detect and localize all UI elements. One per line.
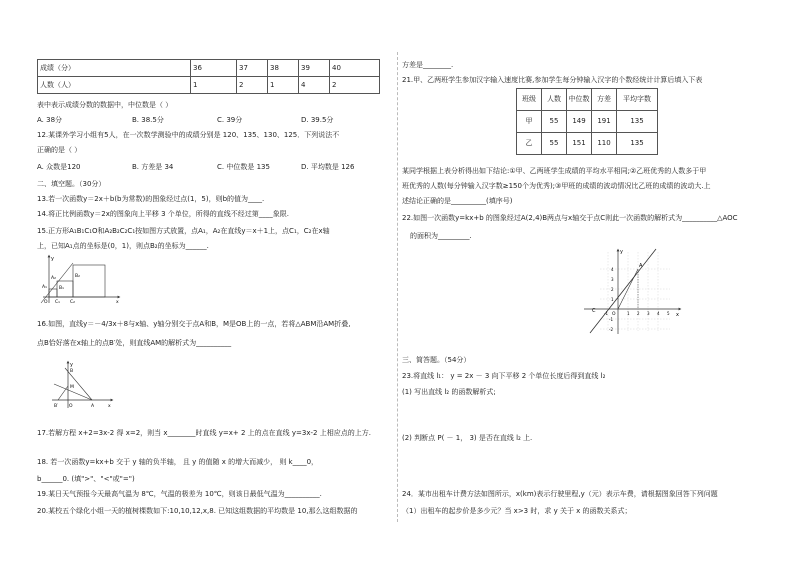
fig-label: O [44, 300, 48, 305]
table-cell: 55 [542, 133, 567, 155]
q12-option-b: B. 方差是 34 [132, 163, 174, 171]
stats-table [516, 88, 658, 155]
section-2-heading: 二、填空题。（30分） [37, 180, 106, 188]
q12-line2: 正确的是（ ） [37, 146, 82, 154]
figure-q15 [37, 253, 122, 305]
fig-label: C [592, 308, 596, 314]
q23-line1: 23.将直线 l₁： y = 2x － 3 向下平移 2 个单位长度后得到直线 l₂ [402, 372, 606, 380]
q15-line1: 15.正方形A₁B₁C₁O和A₂B₂C₂C₁按如图方式放置，点A₁，A₂在直线y＝x＋1上，点C₁，C₂在x轴 [37, 227, 330, 235]
q14: 14.将正比例函数y＝2x的图象向上平移 3 个单位，所得的直线不经过第____象限. [37, 210, 289, 218]
tick-label: 3 [611, 277, 614, 282]
column-divider [397, 52, 398, 522]
tick-label: 4 [657, 311, 660, 316]
square-1 [49, 289, 57, 297]
fig-label: A₁ [42, 285, 47, 290]
table-header-cell: 方差 [592, 89, 617, 111]
table-cell: 1 [191, 77, 237, 94]
q21-line2: 某同学根据上表分析得出如下结论:①甲、乙两班学生成绩的平均水平相同;②乙班优秀的人数多于甲 [402, 167, 707, 175]
table-cell: 乙 [517, 133, 542, 155]
q18-line1: 18. 若一次函数y=kx+b 交于 y 轴的负半轴， 且 y 的值随 x 的增大而减少， 则 k____0， [37, 458, 319, 466]
fig-label: y [70, 362, 73, 368]
table-row [38, 77, 380, 94]
table-cell: 36 [191, 60, 237, 77]
table-header-cell: 中位数 [567, 89, 592, 111]
fig-label: y [620, 249, 623, 255]
table-cell: 成绩（分） [38, 60, 191, 77]
tick-label: 3 [647, 311, 650, 316]
table-cell: 55 [542, 111, 567, 133]
tick-label: -1 [609, 317, 613, 322]
q21-line4: 述结论正确的是__________(填序号) [402, 197, 513, 205]
fig-label: A [639, 263, 643, 269]
table-header-cell: 班级 [517, 89, 542, 111]
q12-option-d: D. 平均数是 126 [301, 163, 355, 171]
fig-label: M [70, 385, 74, 390]
fig-label: x [116, 300, 119, 305]
tick-label: 5 [667, 311, 670, 316]
table-cell: 38 [268, 60, 299, 77]
table-cell: 40 [330, 60, 380, 77]
q12-option-c: C. 中位数是 135 [217, 163, 270, 171]
table-cell: 135 [617, 133, 658, 155]
q11-option-b: B. 38.5分 [132, 116, 164, 124]
section-3-heading: 三、简答题。（54分） [402, 356, 471, 364]
table-row [517, 111, 658, 133]
table-row [517, 133, 658, 155]
tick-label: 2 [611, 287, 614, 292]
table-cell: 2 [237, 77, 268, 94]
table-cell: 37 [237, 60, 268, 77]
q17: 17.若解方程 x+2=3x-2 得 x=2，则当 x________时直线 y=x+ 2 上的点在直线 y=3x-2 上相应点的上方. [37, 429, 371, 437]
q19: 19.某日天气预报今天最高气温为 8℃，气温的极差为 10℃，则该日最低气温为__________. [37, 490, 322, 498]
fig-label: x [108, 404, 111, 409]
table-header-cell: 平均字数 [617, 89, 658, 111]
q22-line2: 的面积为_________. [410, 232, 472, 240]
q12-option-a: A. 众数是120 [37, 163, 81, 171]
q23-part2: (2) 判断点 P( － 1， 3) 是否在直线 l₂ 上. [402, 434, 533, 442]
table-row [517, 89, 658, 111]
tick-label: 1 [627, 311, 630, 316]
table-cell: 135 [617, 111, 658, 133]
fig-label: C₁ [55, 300, 60, 305]
q23-part1: (1) 写出直线 l₂ 的函数解析式; [402, 388, 496, 396]
q11-option-c: C. 39分 [217, 116, 243, 124]
q20-tail: 方差是________. [402, 61, 454, 69]
table-cell: 甲 [517, 111, 542, 133]
q20: 20.某校五个绿化小组一天的植树棵数如下:10,10,12,x,8. 已知这组数据的平均数是 10,那么这组数据的 [37, 507, 358, 515]
table-cell: 人数（人） [38, 77, 191, 94]
fig-label: O [69, 404, 73, 409]
fig-label: A₂ [51, 276, 56, 281]
q22-line1: 22.如图一次函数y=kx+b 的图象经过A(2,4)B两点与x轴交于点C则此一次函数的解析式为__________△AOC [402, 214, 738, 222]
table-cell: 4 [299, 77, 330, 94]
table-cell: 151 [567, 133, 592, 155]
q13: 13.若一次函数y＝2x＋b(b为常数)的图象经过点(1，5)，则b的值为____. [37, 195, 265, 203]
table-header-cell: 人数 [542, 89, 567, 111]
q16-line1: 16.如图，直线y＝－4/3x＋8与x轴、y轴分别交于点A和B，M是OB上的一点，若将△ABM沿AM折叠, [37, 320, 351, 328]
q21-line1: 21.甲、乙两班学生参加汉字输入速度比赛,参加学生每分钟输入汉字的个数经统计计算后填入下表 [402, 76, 703, 84]
table-cell: 1 [268, 77, 299, 94]
fig-label: x [676, 312, 679, 318]
table-cell: 110 [592, 133, 617, 155]
figure-q16 [50, 360, 115, 410]
q24-part1: （1）出租车的起步价是多少元？当 x>3 时，求 y 关于 x 的函数关系式； [402, 507, 632, 515]
q16-line2: 点B恰好落在x轴上的点B′处，则直线AM的解析式为__________ [37, 339, 232, 347]
table-cell: 149 [567, 111, 592, 133]
q18-line2: b______0. (填">"、"<"或"=") [37, 475, 135, 483]
tick-label: 2 [637, 311, 640, 316]
square-3 [73, 265, 105, 297]
tick-label: 1 [611, 297, 614, 302]
fig-label: B₁ [59, 286, 64, 291]
table-row [38, 60, 380, 77]
q24-line1: 24．某市出租车计费方法如图所示，x(km)表示行驶里程,y（元）表示车费，请根据图象回答下列问题 [402, 490, 718, 498]
line-kx-b [590, 249, 656, 333]
fig-label: B [70, 369, 74, 374]
table-cell: 2 [330, 77, 380, 94]
fig-label: y [51, 256, 54, 262]
figure-q22 [580, 246, 685, 338]
score-table [37, 59, 380, 94]
tick-label: -1 [604, 311, 608, 316]
table-cell: 191 [592, 111, 617, 133]
fig-label: B′ [54, 404, 59, 409]
table-cell: 39 [299, 60, 330, 77]
q12-line1: 12.某课外学习小组有5人，在一次数学测验中的成绩分别是 120、135、130、125．下列说法不 [37, 131, 340, 139]
q11-stem: 表中表示成绩分数的数据中，中位数是（ ） [37, 101, 173, 109]
q15-line2: 上，已知A₁点的坐标是(0，1)，则点B₂的坐标为______. [37, 242, 209, 250]
q11-option-d: D. 39.5分 [301, 116, 334, 124]
fig-label: C₂ [70, 300, 75, 305]
fig-label: A [91, 404, 95, 409]
q21-line3: 班优秀的人数(每分钟输入汉字数≥150个为优秀);③甲班的成绩的波动情况比乙班的成绩的波动大.上 [402, 182, 711, 190]
tick-label: 4 [611, 267, 614, 272]
fig-label: O [612, 312, 616, 317]
q11-option-a: A. 38分 [37, 116, 63, 124]
fig-label: B₂ [75, 274, 80, 279]
tick-label: -2 [609, 327, 613, 332]
